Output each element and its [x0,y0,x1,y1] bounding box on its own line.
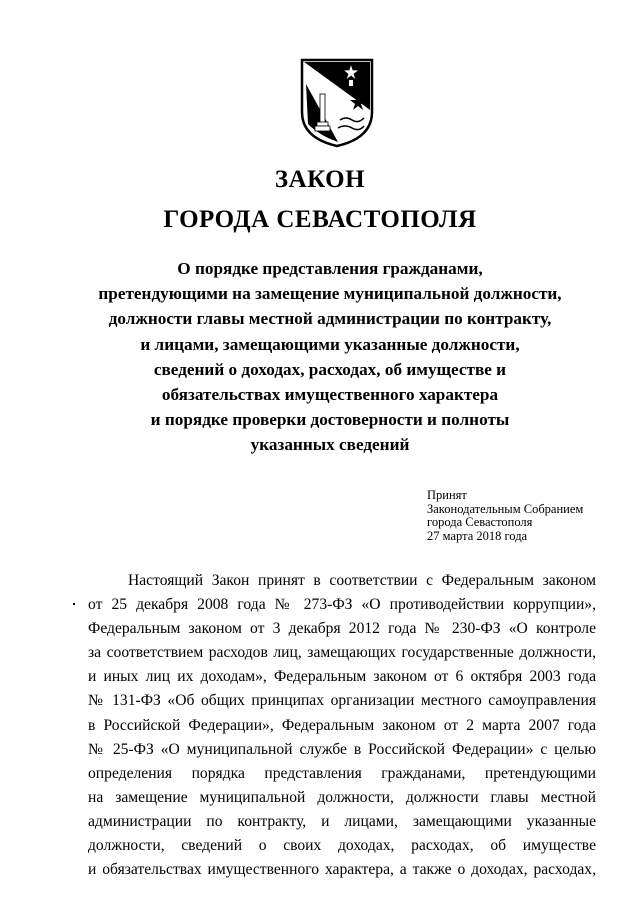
paragraph-line: и обязательствах имущественного характера, а также о доходах, расходах, [88,861,596,879]
adoption-stamp [427,489,583,543]
paragraph-line: за соответствием расходов лиц, замещающих государственные должности, [88,644,596,662]
paragraph-line: должности, сведений о своих доходах, расходах, об имуществе [88,837,596,855]
paragraph-line: от 25 декабря 2008 года № 273-ФЗ «О противодействии коррупции», [88,596,596,614]
subject-line: обязательствах имущественного характера [161,385,499,405]
paragraph-line: определения порядка представления гражданами, претендующими [88,764,596,782]
subject-line: претендующими на замещение муниципальной должности, [98,284,562,304]
paragraph-line: № 131-ФЗ «Об общих принципах организации местного самоуправления [88,692,596,710]
paragraph-line: Настоящий Закон принят в соответствии с Федеральным законом [128,572,596,589]
paragraph-line: и иных лиц их доходам», Федеральным законом от 6 октября 2003 года [88,668,596,686]
paragraph-line: в Российской Федерации», Федеральным законом от 2 марта 2007 года [88,716,596,734]
paragraph-line: Федеральным законом от 3 декабря 2012 года № 230-ФЗ «О контроле [88,620,596,638]
adoption-line: города Севастополя [427,515,533,530]
document-title: ЗАКОН [274,166,366,193]
adoption-line: Законодательным Собранием [427,501,584,516]
scan-speck [73,603,75,605]
subject-line: сведений о доходах, расходах, об имуществе и [153,359,507,379]
paragraph-line: администрации по контракту, и лицами, замещающими указанные [88,812,596,830]
subject-line: О порядке представления гражданами, [177,259,483,278]
paragraph-line: № 25-ФЗ «О муниципальной службе в Российской Федерации» с целью [88,740,596,758]
adoption-date: 27 марта 2018 года [427,528,528,543]
subject-line: должности главы местной администрации по контракту, [108,309,552,329]
preamble-paragraph [88,569,596,882]
sevastopol-coat-of-arms-icon [298,54,376,150]
subject-line: и лицами, замещающими указанные должности, [140,334,520,354]
paragraph-line: на замещение муниципальной должности, должности главы местной [88,788,596,806]
adoption-line: Принят [427,488,467,502]
subject-line: и порядке проверки достоверности и полноты [150,410,510,430]
subject-line: указанных сведений [250,435,410,455]
document-issuer: ГОРОДА СЕВАСТОПОЛЯ [163,206,477,233]
law-subject [60,256,600,458]
